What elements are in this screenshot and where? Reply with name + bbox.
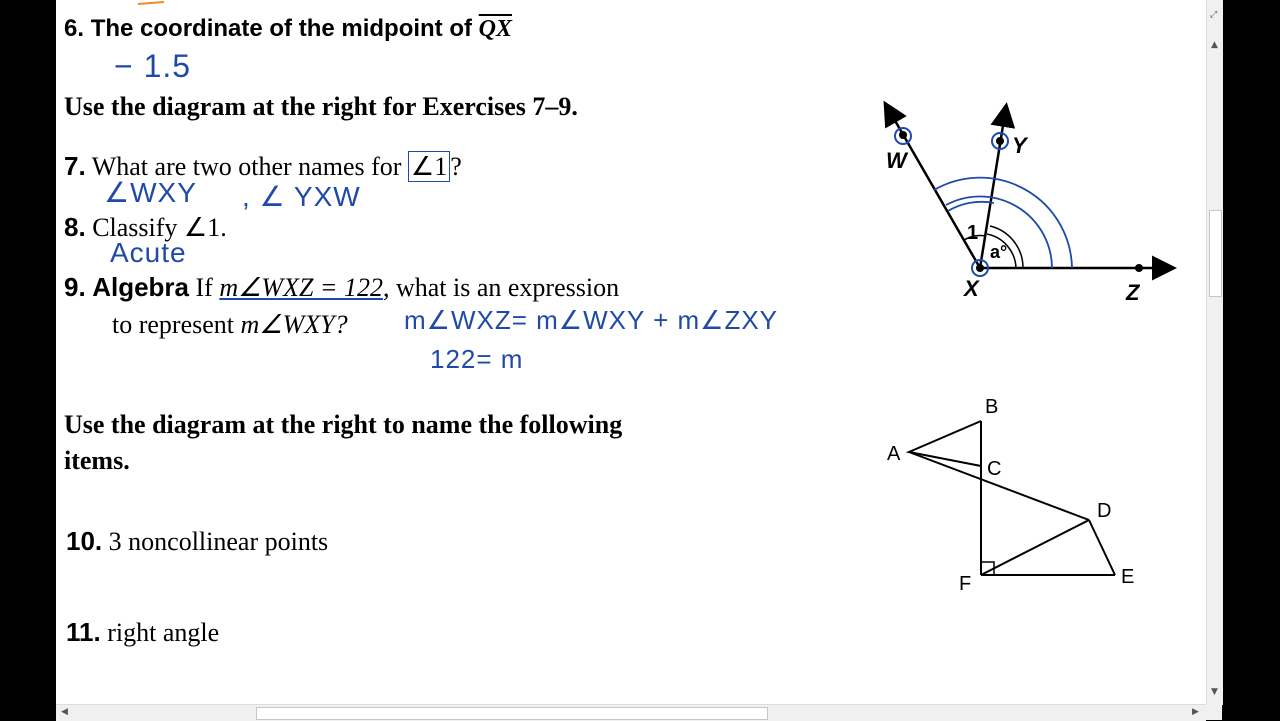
- exercise-6: [64, 15, 512, 43]
- exercise-7-qmark: ?: [450, 152, 462, 181]
- section-heading-2: Use the diagram at the right to name the following: [64, 410, 623, 439]
- exercise-10-number: 10.: [66, 526, 103, 556]
- exercise-11: [66, 617, 219, 648]
- exercise-7-text: What are two other names for: [91, 152, 408, 181]
- exercise-10-text: 3 noncollinear points: [108, 527, 329, 556]
- exercise-9-if: If: [189, 273, 220, 302]
- point-label-z: Z: [1126, 280, 1140, 305]
- scroll-up-icon[interactable]: ▲: [1211, 40, 1218, 50]
- point-label-c: C: [987, 458, 1002, 480]
- exercise-11-number: 11.: [66, 617, 101, 647]
- exercise-9-represent: to represent: [112, 310, 241, 339]
- vertical-scrollbar[interactable]: [1206, 0, 1223, 705]
- angle-1-boxed: ∠1: [408, 151, 450, 182]
- point-label-b: B: [985, 396, 999, 418]
- point-label-e: E: [1121, 566, 1135, 588]
- exercise-9-work-2: 122= m: [430, 344, 524, 374]
- algebra-label: Algebra: [92, 272, 189, 302]
- document-page: [56, 0, 1222, 705]
- vertical-scroll-thumb[interactable]: [1209, 210, 1222, 297]
- point-label-x: X: [964, 276, 979, 301]
- exercise-8-text: Classify ∠1.: [92, 213, 227, 242]
- segment-qx: $\overline{QX}$: [478, 16, 513, 42]
- scroll-down-icon[interactable]: ▼: [1211, 687, 1218, 697]
- orange-ink-mark: [136, 0, 216, 10]
- point-label-a: A: [887, 443, 901, 465]
- exercise-10: [66, 526, 328, 557]
- expand-icon[interactable]: ⤢: [1210, 10, 1218, 20]
- angle-label-a: a°: [990, 242, 1008, 262]
- scrollbar-corner: [1206, 704, 1222, 720]
- exercise-9: [64, 272, 619, 303]
- angle-diagram: [866, 95, 1186, 310]
- horizontal-scroll-thumb[interactable]: [256, 707, 768, 720]
- scroll-left-icon[interactable]: ◀: [61, 707, 68, 717]
- scroll-right-icon[interactable]: ▶: [1192, 707, 1199, 717]
- exercise-6-number: 6.: [64, 15, 85, 42]
- exercise-11-text: right angle: [107, 618, 220, 647]
- exercise-9-number: 9.: [64, 272, 86, 302]
- exercise-7-answer-1: ∠WXY: [104, 177, 197, 208]
- exercise-6-text: The coordinate of the midpoint of: [90, 15, 479, 42]
- exercise-9-work-1: m∠WXZ= m∠WXY + m∠ZXY: [404, 305, 779, 335]
- point-label-y: Y: [1012, 133, 1027, 158]
- triangle-diagram: [871, 385, 1191, 600]
- exercise-6-answer: − 1.5: [114, 48, 192, 84]
- exercise-9-target: m∠WXY?: [240, 310, 348, 339]
- exercise-9-text: , what is an expression: [382, 273, 620, 302]
- point-label-f: F: [959, 573, 972, 595]
- section-heading-1: Use the diagram at the right for Exercises 7–9.: [64, 92, 578, 121]
- point-label-d: D: [1097, 500, 1112, 522]
- exercise-7-answer-2: , ∠ YXW: [242, 181, 361, 212]
- section-heading-2-cont: items.: [64, 446, 130, 475]
- horizontal-scrollbar[interactable]: [56, 704, 1206, 721]
- exercise-8-number: 8.: [64, 212, 86, 242]
- exercise-8-answer: Acute: [110, 237, 187, 268]
- point-label-w: W: [886, 148, 907, 173]
- angle-label-1: 1: [967, 222, 979, 244]
- exercise-9-expression: m∠WXZ = 122: [219, 273, 383, 302]
- exercise-7-number: 7.: [64, 151, 86, 181]
- exercise-9-line-2: [112, 310, 348, 340]
